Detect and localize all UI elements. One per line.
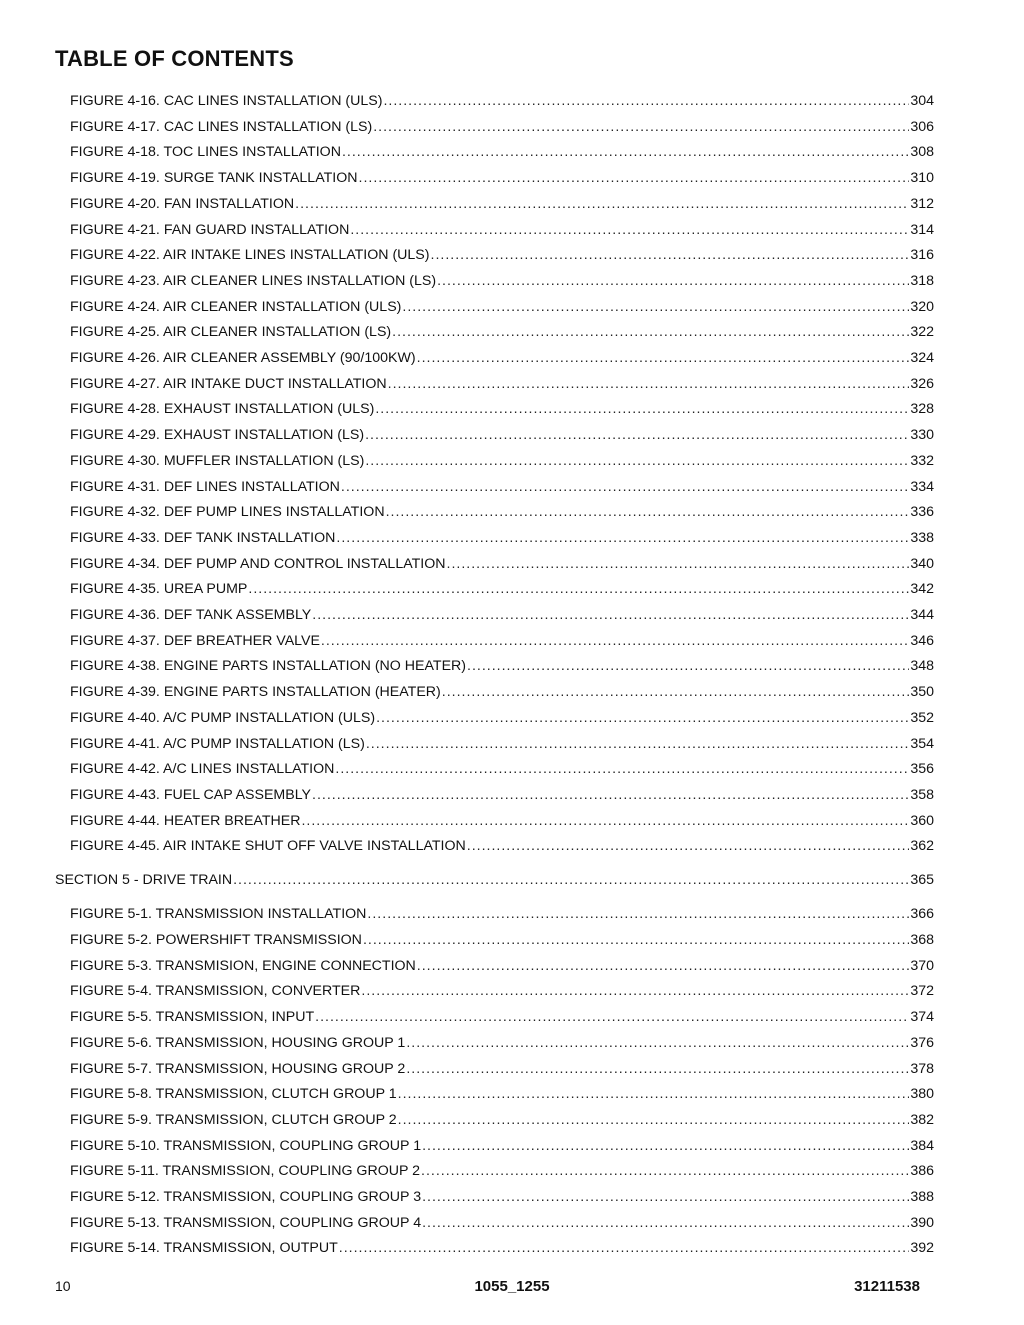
toc-entry-page: 312 [910, 195, 934, 212]
toc-entry-label: FIGURE 4-30. MUFFLER INSTALLATION (LS) [70, 452, 365, 469]
toc-entry-label: FIGURE 4-19. SURGE TANK INSTALLATION [70, 170, 358, 187]
toc-entry-page: 384 [910, 1137, 934, 1154]
toc-figure-entry[interactable] [70, 1085, 934, 1103]
toc-entry-page: 346 [910, 632, 934, 649]
toc-entry-page: 332 [910, 452, 934, 469]
toc-figure-entry[interactable] [70, 709, 934, 727]
toc-entry-page: 348 [910, 658, 934, 675]
dot-leader [295, 195, 909, 213]
toc-entry-page: 326 [910, 375, 934, 392]
dot-leader [301, 812, 909, 830]
toc-figure-entry[interactable] [70, 426, 934, 444]
toc-entry-label: FIGURE 5-5. TRANSMISSION, INPUT [70, 1009, 315, 1026]
toc-entry-page: 368 [910, 932, 934, 948]
toc-entry-page: 336 [910, 504, 934, 521]
toc-entry-label: FIGURE 4-32. DEF PUMP LINES INSTALLATION [70, 504, 385, 521]
dot-leader [437, 272, 909, 290]
toc-entry-label: FIGURE 4-26. AIR CLEANER ASSEMBLY (90/100KW) [70, 350, 416, 366]
toc-entry-page: 362 [910, 838, 934, 855]
toc-figure-entry[interactable] [70, 1111, 934, 1129]
toc-figure-entry[interactable] [70, 957, 934, 975]
toc-entry-page: 316 [910, 247, 934, 264]
toc-entry-page: 338 [910, 529, 934, 546]
toc-figure-entry[interactable] [70, 375, 934, 393]
dot-leader [431, 246, 910, 264]
toc-entry-page: 328 [910, 401, 934, 418]
toc-entry-label: FIGURE 5-2. POWERSHIFT TRANSMISSION [70, 932, 362, 948]
dot-leader [315, 1008, 909, 1026]
toc-entry-page: 314 [910, 221, 934, 238]
dot-leader [366, 735, 909, 753]
toc-figure-entry[interactable] [70, 195, 934, 213]
toc-figure-entry[interactable] [70, 92, 934, 110]
toc-figure-entry[interactable] [70, 298, 934, 316]
dot-leader [376, 709, 909, 727]
dot-leader [422, 1188, 909, 1206]
dot-leader [248, 580, 909, 598]
toc-entry-page: 386 [910, 1163, 934, 1180]
toc-entry-label: FIGURE 4-33. DEF TANK INSTALLATION [70, 529, 336, 546]
toc-entry-label: FIGURE 4-41. A/C PUMP INSTALLATION (LS) [70, 735, 365, 752]
toc-figure-entry[interactable] [70, 657, 934, 675]
dot-leader [336, 529, 909, 547]
toc-entry-label: FIGURE 4-44. HEATER BREATHER [70, 812, 301, 829]
toc-entry-page: 308 [910, 144, 934, 161]
toc-figure-entry[interactable] [70, 221, 934, 239]
toc-entry-page: 306 [910, 118, 934, 135]
toc-figure-entry[interactable] [70, 503, 934, 521]
dot-leader [392, 323, 909, 341]
toc-entry-page: 354 [910, 735, 934, 752]
toc-entry-label: FIGURE 4-43. FUEL CAP ASSEMBLY [70, 786, 312, 803]
dot-leader [398, 1085, 910, 1103]
toc-figure-entry[interactable] [70, 143, 934, 161]
toc-entry-label: FIGURE 5-12. TRANSMISSION, COUPLING GROUP 3 [70, 1189, 422, 1205]
dot-leader [417, 957, 910, 975]
toc-entry-page: 366 [910, 906, 934, 923]
toc-figure-entry[interactable] [70, 1188, 934, 1206]
dot-leader [447, 555, 910, 573]
toc-entry-page: 376 [910, 1034, 934, 1051]
toc-entry-label: FIGURE 5-10. TRANSMISSION, COUPLING GROUP 1 [70, 1137, 422, 1154]
page-title: TABLE OF CONTENTS [55, 46, 294, 71]
toc-entry-label: FIGURE 4-27. AIR INTAKE DUCT INSTALLATION [70, 375, 387, 392]
toc-entry-page: 310 [910, 170, 934, 187]
toc-entry-label: FIGURE 4-37. DEF BREATHER VALVE [70, 632, 320, 649]
toc-figure-entry[interactable] [70, 606, 934, 624]
dot-leader [365, 426, 909, 444]
toc-entry-page: 360 [910, 812, 934, 829]
toc-entry-page: 340 [910, 555, 934, 572]
footer-model: 1055_1255 [474, 1278, 550, 1295]
toc-figure-entry[interactable] [70, 837, 934, 855]
toc-entry-label: FIGURE 4-35. UREA PUMP [70, 581, 248, 598]
toc-entry-label: FIGURE 4-22. AIR INTAKE LINES INSTALLATION (ULS) [70, 247, 430, 264]
toc-entry-page: 356 [910, 761, 934, 778]
dot-leader [406, 1034, 909, 1052]
dot-leader [383, 92, 909, 110]
toc-figure-entry[interactable] [70, 452, 934, 470]
dot-leader [406, 1060, 909, 1078]
dot-leader [350, 221, 909, 239]
toc-entry-label: FIGURE 4-29. EXHAUST INSTALLATION (LS) [70, 427, 365, 444]
toc-entry-label: FIGURE 5-13. TRANSMISSION, COUPLING GROUP 4 [70, 1214, 422, 1231]
toc-figure-entry[interactable] [70, 1137, 934, 1155]
footer-doc-number: 31211538 [854, 1278, 920, 1295]
dot-leader [365, 452, 909, 470]
toc-figure-entry[interactable] [70, 400, 934, 418]
dot-leader [359, 169, 910, 187]
toc-figure-entry[interactable] [70, 1008, 934, 1026]
toc-entry-page: 382 [910, 1111, 934, 1128]
toc-figure-entry[interactable] [70, 1214, 934, 1232]
toc-entry-label: FIGURE 5-3. TRANSMISION, ENGINE CONNECTION [70, 957, 416, 974]
toc-entry-page: 334 [910, 478, 934, 495]
dot-leader [375, 400, 909, 418]
toc-figure-entry[interactable] [70, 1162, 934, 1180]
toc-entry-label: FIGURE 5-9. TRANSMISSION, CLUTCH GROUP 2 [70, 1111, 397, 1128]
dot-leader [361, 982, 909, 1000]
toc-entry-label: FIGURE 5-8. TRANSMISSION, CLUTCH GROUP 1 [70, 1086, 397, 1103]
toc-figure-entry[interactable] [70, 735, 934, 753]
toc-figure-entry[interactable] [70, 982, 934, 1000]
toc-entry-page: 320 [910, 298, 934, 315]
toc-figure-entry[interactable] [70, 1239, 934, 1257]
toc-entry-page: 330 [910, 427, 934, 444]
toc-entry-page: 370 [910, 957, 934, 974]
dot-leader [386, 503, 910, 521]
toc-figure-entry[interactable] [70, 931, 934, 949]
dot-leader [422, 1137, 909, 1155]
dot-leader [312, 606, 909, 624]
toc-entry-page: 372 [910, 983, 934, 1000]
toc-entry-page: 324 [910, 350, 934, 366]
dot-leader [233, 871, 909, 889]
toc-entry-page: 304 [910, 93, 934, 109]
toc-entry-label: FIGURE 4-16. CAC LINES INSTALLATION (ULS) [70, 93, 383, 109]
toc-figure-entry[interactable] [70, 478, 934, 496]
dot-leader [422, 1214, 909, 1232]
toc-figure-entry[interactable] [70, 169, 934, 187]
dot-leader [467, 657, 909, 675]
dot-leader [373, 118, 909, 136]
dot-leader [363, 931, 909, 949]
dot-leader [339, 1239, 910, 1257]
toc-figure-entry[interactable] [70, 786, 934, 804]
toc-figure-entry[interactable] [70, 580, 934, 598]
toc-entry-page: 365 [910, 872, 934, 889]
toc-entry-label: FIGURE 5-1. TRANSMISSION INSTALLATION [70, 906, 367, 923]
toc-entry-page: 344 [910, 607, 934, 623]
toc-entry-label: FIGURE 5-6. TRANSMISSION, HOUSING GROUP 1 [70, 1034, 406, 1051]
dot-leader [442, 683, 910, 701]
toc-entry-label: FIGURE 4-20. FAN INSTALLATION [70, 195, 295, 212]
toc-figure-entry[interactable] [70, 529, 934, 547]
dot-leader [335, 760, 909, 778]
dot-leader [398, 1111, 910, 1129]
toc-section-entry[interactable] [55, 871, 934, 889]
toc-entry-page: 342 [910, 581, 934, 598]
toc-entry-label: FIGURE 4-34. DEF PUMP AND CONTROL INSTALLATION [70, 555, 446, 572]
toc-figure-entry[interactable] [70, 118, 934, 136]
toc-entry-label: FIGURE 4-31. DEF LINES INSTALLATION [70, 478, 340, 495]
dot-leader [402, 298, 909, 316]
toc-entry-label: FIGURE 4-25. AIR CLEANER INSTALLATION (LS) [70, 324, 392, 341]
toc-figure-entry[interactable] [70, 555, 934, 573]
toc-entry-page: 318 [910, 272, 934, 289]
footer-page-number: 10 [55, 1278, 71, 1294]
toc-entry-label: FIGURE 4-21. FAN GUARD INSTALLATION [70, 221, 350, 238]
toc-entry-label: FIGURE 5-7. TRANSMISSION, HOUSING GROUP 2 [70, 1060, 406, 1077]
toc-figure-entry[interactable] [70, 905, 934, 923]
toc-figure-entry[interactable] [70, 1060, 934, 1078]
toc-entry-label: FIGURE 4-23. AIR CLEANER LINES INSTALLATION (LS) [70, 272, 437, 289]
toc-entry-label: FIGURE 4-38. ENGINE PARTS INSTALLATION (NO HEATER) [70, 658, 466, 675]
dot-leader [467, 837, 910, 855]
dot-leader [367, 905, 909, 923]
toc-entry-label: FIGURE 4-42. A/C LINES INSTALLATION [70, 761, 335, 778]
dot-leader [342, 143, 909, 161]
toc-figure-entry[interactable] [70, 760, 934, 778]
toc-figure-entry[interactable] [70, 632, 934, 650]
dot-leader [417, 349, 910, 367]
toc-figure-entry[interactable] [70, 812, 934, 830]
toc-entry-page: 378 [910, 1060, 934, 1077]
toc-entry-page: 352 [910, 709, 934, 726]
toc-entry-label: FIGURE 4-17. CAC LINES INSTALLATION (LS) [70, 118, 373, 135]
toc-entry-page: 350 [910, 684, 934, 701]
toc-entry-label: FIGURE 4-40. A/C PUMP INSTALLATION (ULS) [70, 709, 376, 726]
dot-leader [388, 375, 910, 393]
toc-figure-entry[interactable] [70, 349, 934, 367]
dot-leader [321, 632, 909, 650]
toc-entry-page: 392 [910, 1240, 934, 1257]
toc-entry-label: FIGURE 4-39. ENGINE PARTS INSTALLATION (HEATER) [70, 684, 441, 701]
toc-entry-page: 388 [910, 1189, 934, 1205]
toc-entry-label: FIGURE 4-18. TOC LINES INSTALLATION [70, 144, 341, 161]
toc-entry-page: 380 [910, 1086, 934, 1103]
toc-entry-page: 374 [910, 1009, 934, 1026]
dot-leader [312, 786, 909, 804]
toc-entry-label: FIGURE 4-24. AIR CLEANER INSTALLATION (ULS) [70, 298, 402, 315]
toc-figure-entry[interactable] [70, 1034, 934, 1052]
toc-figure-entry[interactable] [70, 272, 934, 290]
toc-entry-page: 390 [910, 1214, 934, 1231]
toc-entry-label: FIGURE 5-4. TRANSMISSION, CONVERTER [70, 983, 361, 1000]
toc-entry-label: FIGURE 5-14. TRANSMISSION, OUTPUT [70, 1240, 338, 1257]
dot-leader [341, 478, 909, 496]
toc-entry-label: SECTION 5 - DRIVE TRAIN [55, 872, 233, 889]
toc-figure-entry[interactable] [70, 323, 934, 341]
toc-entry-page: 358 [910, 786, 934, 803]
toc-entry-label: FIGURE 4-45. AIR INTAKE SHUT OFF VALVE INSTALLATION [70, 838, 466, 855]
toc-entry-label: FIGURE 4-28. EXHAUST INSTALLATION (ULS) [70, 401, 375, 418]
toc-figure-entry[interactable] [70, 246, 934, 264]
toc-entry-label: FIGURE 4-36. DEF TANK ASSEMBLY [70, 607, 312, 623]
toc-entry-page: 322 [910, 324, 934, 341]
toc-figure-entry[interactable] [70, 683, 934, 701]
toc-entry-label: FIGURE 5-11. TRANSMISSION, COUPLING GROUP 2 [70, 1163, 421, 1180]
dot-leader [421, 1162, 909, 1180]
